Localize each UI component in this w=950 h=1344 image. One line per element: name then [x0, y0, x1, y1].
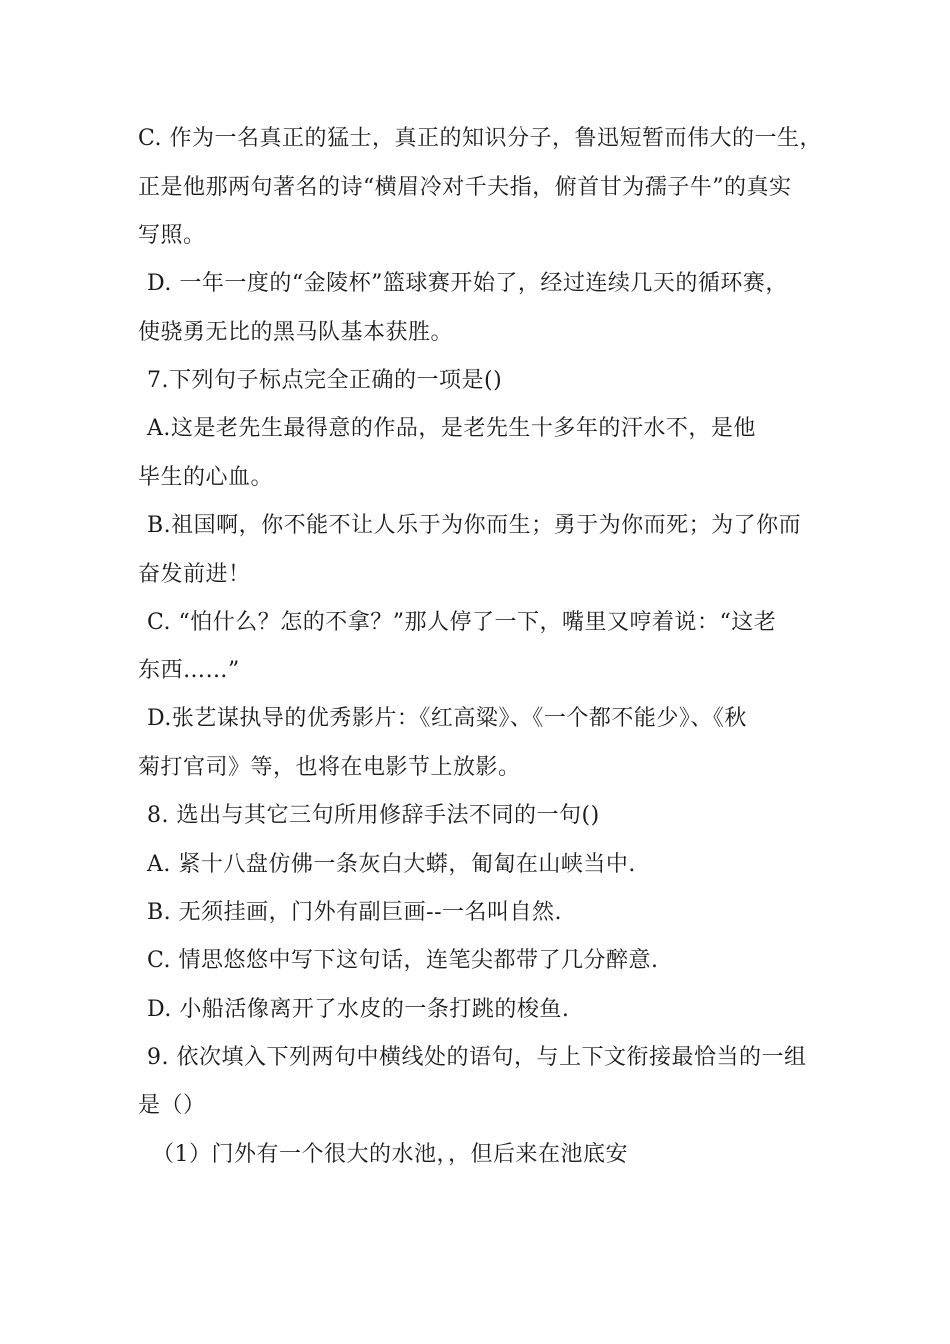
- text-line: B.祖国啊，你不能不让人乐于为你而生；勇于为你而死；为了你而: [147, 513, 802, 538]
- text-line: 东西……”: [138, 658, 240, 683]
- text-line: 使骁勇无比的黑马队基本获胜。: [138, 320, 454, 345]
- text-line: 写照。: [138, 223, 206, 248]
- text-line: 正是他那两句著名的诗“横眉冷对千夫指，俯首甘为孺子牛”的真实: [138, 175, 792, 200]
- text-line: 是（）: [138, 1093, 206, 1118]
- text-line: C. 情思悠悠中写下这句话，连笔尖都带了几分醉意.: [147, 948, 659, 973]
- text-line: C. “怕什么？怎的不拿？”那人停了一下，嘴里又哼着说：“这老: [147, 610, 777, 635]
- question-heading: 9. 依次填入下列两句中横线处的语句，与上下文衔接最恰当的一组: [147, 1045, 807, 1070]
- text-line: A. 紧十八盘仿佛一条灰白大蟒，匍匐在山峡当中.: [147, 852, 636, 877]
- text-line: 菊打官司》等，也将在电影节上放影。: [138, 755, 521, 780]
- text-line: A.这是老先生最得意的作品，是老先生十多年的汗水不，是他: [147, 416, 756, 441]
- text-line: D.张艺谋执导的优秀影片：《红高粱》、《一个都不能少》、《秋: [147, 706, 747, 731]
- question-heading: 8. 选出与其它三句所用修辞手法不同的一句(): [147, 803, 600, 828]
- text-line: 毕生的心血。: [138, 465, 274, 490]
- text-line: （1）门外有一个很大的水池，，但后来在池底安: [152, 1142, 628, 1167]
- text-line: D. 小船活像离开了水皮的一条打跳的梭鱼.: [147, 997, 570, 1022]
- question-heading: 7.下列句子标点完全正确的一项是(): [147, 368, 503, 393]
- text-line: C. 作为一名真正的猛士，真正的知识分子，鲁迅短暂而伟大的一生，: [138, 126, 823, 151]
- text-line: 奋发前进！: [138, 562, 251, 587]
- text-line: B. 无须挂画，门外有副巨画--一名叫自然.: [147, 900, 563, 925]
- text-line: D. 一年一度的“金陵杯”篮球赛开始了，经过连续几天的循环赛，: [147, 271, 788, 296]
